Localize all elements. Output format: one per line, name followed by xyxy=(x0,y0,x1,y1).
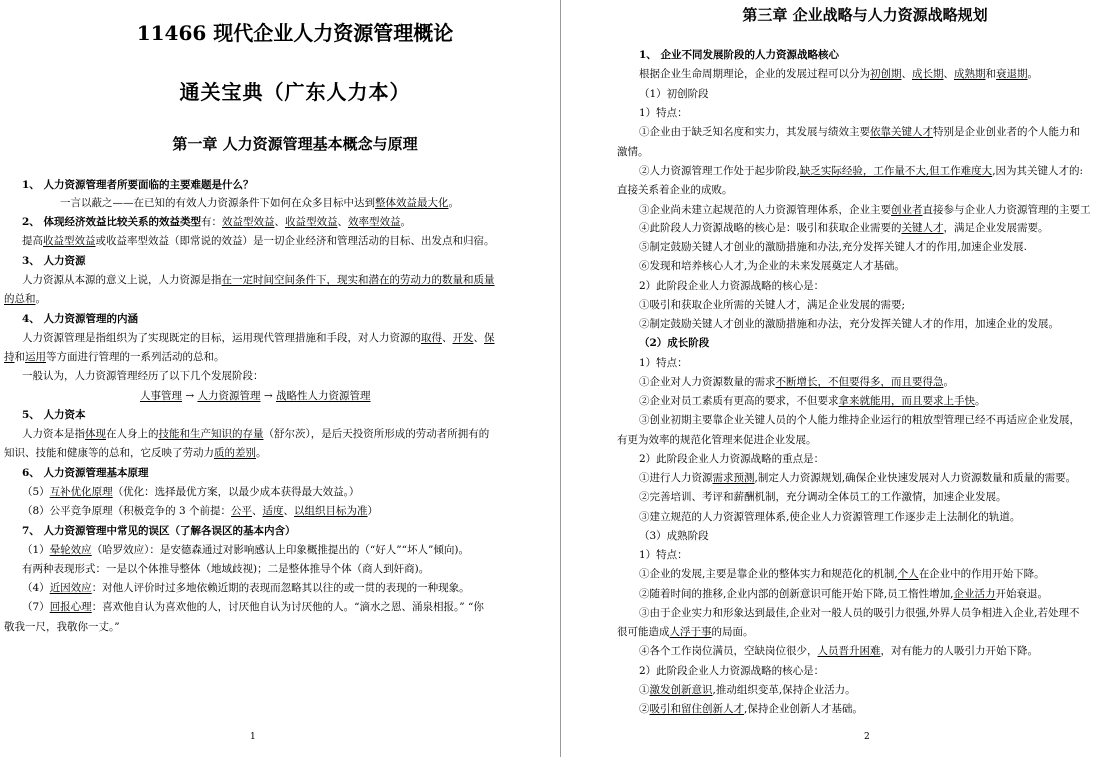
paragraph: 根据企业生命周期理论，企业的发展过程可以分为初创期、成长期、成熟期和衰退期。 xyxy=(639,68,1038,80)
paragraph: 敬我一尺，我敬你一丈。” xyxy=(4,621,120,633)
paragraph: 的总和。 xyxy=(4,293,46,305)
paragraph: ①激发创新意识,推动组织变革,保持企业活力。 xyxy=(639,684,856,696)
paragraph: （1）晕轮效应（哈罗效应）：是安德森通过对影响感认上印象概推提出的（“好人”“坏人”倾向)。 xyxy=(22,544,470,556)
paragraph: 激情。 xyxy=(617,146,649,158)
paragraph: 有两种表现形式：一是以个体推导整体（地域歧视)；二是整体推导个体（商人到奸商)。 xyxy=(22,563,430,575)
section-heading-7: 7、 人力资源管理中常见的误区（了解各误区的基本内含） xyxy=(22,525,296,537)
paragraph: ⑤制定鼓励关键人才创业的激励措施和办法,充分发挥关键人才的作用,加速企业发展. xyxy=(639,241,1028,253)
paragraph: ①企业对人力资源数量的需求不断增长，不但要得多，而且要得急。 xyxy=(639,376,954,388)
paragraph: ③企业尚未建立起规范的人力资源管理体系，企业主要创业者直接参与企业人力资源管理的主要工 xyxy=(639,204,1091,216)
paragraph: 有更为效率的规范化管理来促进企业发展。 xyxy=(617,434,817,446)
subsection-heading: （3）成熟阶段 xyxy=(639,530,709,542)
paragraph: ②人力资源管理工作处于起步阶段,缺乏实际经验，工作量不大,但工作难度大,因为其关键人才的: xyxy=(639,165,1084,177)
paragraph: 知识、技能和健康等的总和，它反映了劳动力质的差别。 xyxy=(4,447,267,459)
chapter-heading: 第一章 人力资源管理基本概念与原理 xyxy=(172,135,418,153)
section-heading-4: 4、 人力资源管理的内涵 xyxy=(22,313,138,325)
stage-flow: 人事管理 → 人力资源管理 → 战略性人力资源管理 xyxy=(140,390,371,402)
paragraph: ①进行人力资源需求预测,制定人力资源规划,确保企业快速发展对人力资源数量和质量的需要。 xyxy=(639,472,1077,484)
paragraph: 直接关系着企业的成败。 xyxy=(617,184,733,196)
paragraph: ④各个工作岗位满员，空缺岗位很少，人员晋升困难，对有能力的人吸引力开始下降。 xyxy=(639,645,1038,657)
paragraph: 人力资源管理是指组织为了实现既定的目标，运用现代管理措施和手段，对人力资源的取得、开发、保 xyxy=(22,332,495,344)
paragraph: 一般认为，人力资源管理经历了以下几个发展阶段： xyxy=(22,370,264,382)
paragraph: ①企业的发展,主要是靠企业的整体实力和规范化的机制,个人在企业中的作用开始下降。 xyxy=(639,568,1045,580)
paragraph: ③创业初期主要靠企业关键人员的个人能力维持企业运行的粗放型管理已经不再适应企业发展， xyxy=(639,414,1080,426)
paragraph: ②完善培训、考评和薪酬机制，充分调动全体员工的工作激情，加速企业发展。 xyxy=(639,491,1007,503)
paragraph: ①吸引和获取企业所需的关键人才，满足企业发展的需要; xyxy=(639,299,906,311)
paragraph: ③建立规范的人力资源管理体系,使企业人力资源管理工作逐步走上法制化的轨道。 xyxy=(639,511,1021,523)
paragraph: ③由于企业实力和形象达到最佳,企业对一般人员的吸引力很强,外界人员争相进入企业,若处理不 xyxy=(639,607,1080,619)
section-heading-5: 5、 人力资本 xyxy=(22,409,86,421)
paragraph: （7）回报心理：喜欢他自认为喜欢他的人，讨厌他自认为讨厌他的人。“滴水之恩、涌泉相报。” “你 xyxy=(22,601,484,613)
section-heading-3: 3、 人力资源 xyxy=(22,255,86,267)
paragraph: 人力资本是指体现在人身上的技能和生产知识的存量（舒尔茨），是后天投资所形成的劳动者所拥有的 xyxy=(22,428,490,440)
paragraph: （8）公平竞争原理（积极竞争的 3 个前提：公平、适度、以组织目标为准） xyxy=(22,505,379,517)
paragraph: 2）此阶段企业人力资源战略的核心是： xyxy=(639,280,825,292)
paragraph: 持和运用等方面进行管理的一系列活动的总和。 xyxy=(4,351,225,363)
paragraph: （4）近因效应：对他人评价时过多地依赖近期的表现而忽略其以往的或一贯的表现的一种现象。 xyxy=(22,582,470,594)
arrow-icon: → xyxy=(182,390,198,402)
document-page-2 xyxy=(561,0,1099,757)
paragraph: 2）此阶段企业人力资源战略的重点是： xyxy=(639,453,825,465)
paragraph: 1）特点： xyxy=(639,549,688,561)
subsection-heading: （1）初创阶段 xyxy=(639,88,709,100)
page-number: 2 xyxy=(864,732,870,742)
paragraph: ②随着时间的推移,企业内部的创新意识可能开始下降,员工惰性增加,企业活力开始衰退。 xyxy=(639,588,1049,600)
arrow-icon: → xyxy=(260,390,276,402)
paragraph: 提高收益型效益或收益率型效益（即常说的效益）是一切企业经济和管理活动的目标、出发点和归宿。 xyxy=(22,235,495,247)
paragraph: 2、 体现经济效益比较关系的效益类型有：效益型效益、收益型效益、效率型效益。 xyxy=(22,216,411,228)
paragraph: ②企业对员工素质有更高的要求，不但要求拿来就能用，而且要求上手快。 xyxy=(639,395,986,407)
section-heading-1: 1、 人力资源管理者所要面临的主要难题是什么？ xyxy=(22,179,254,191)
paragraph: ②吸引和留住创新人才,保持企业创新人才基础。 xyxy=(639,703,863,715)
paragraph: 1）特点： xyxy=(639,357,688,369)
paragraph: 人力资源从本源的意义上说，人力资源是指在一定时间空间条件下，现实和潜在的劳动力的数量和质量 xyxy=(22,274,495,286)
paragraph: 一言以蔽之——在已知的有效人力资源条件下如何在众多目标中达到整体效益最大化。 xyxy=(60,197,459,209)
document-subtitle: 通关宝典（广东人力本） xyxy=(179,80,411,104)
paragraph: （5）互补优化原理（优化：选择最优方案，以最少成本获得最大效益。） xyxy=(22,486,360,498)
paragraph: ①企业由于缺乏知名度和实力，其发展与绩效主要依靠关键人才特别是企业创业者的个人能力和 xyxy=(639,126,1080,138)
document-title: 11466 现代企业人力资源管理概论 xyxy=(136,21,454,45)
page-number: 1 xyxy=(250,732,256,742)
section-heading-6: 6、 人力资源管理基本原理 xyxy=(22,467,149,479)
subsection-heading: （2）成长阶段 xyxy=(639,337,710,349)
paragraph: 很可能造成人浮于事的局面。 xyxy=(617,626,754,638)
paragraph: 1）特点： xyxy=(639,107,688,119)
paragraph: 2）此阶段企业人力资源战略的核心是： xyxy=(639,665,825,677)
chapter-heading: 第三章 企业战略与人力资源战略规划 xyxy=(742,6,988,24)
paragraph: ⑥发现和培养核心人才,为企业的未来发展奠定人才基础。 xyxy=(639,260,905,272)
section-heading-1: 1、 企业不同发展阶段的人力资源战略核心 xyxy=(639,49,839,61)
paragraph: ④此阶段人力资源战略的核心是：吸引和获取企业需要的关键人才，满足企业发展需要。 xyxy=(639,222,1049,234)
paragraph: ②制定鼓励关键人才创业的激励措施和办法，充分发挥关键人才的作用，加速企业的发展。 xyxy=(639,318,1059,330)
